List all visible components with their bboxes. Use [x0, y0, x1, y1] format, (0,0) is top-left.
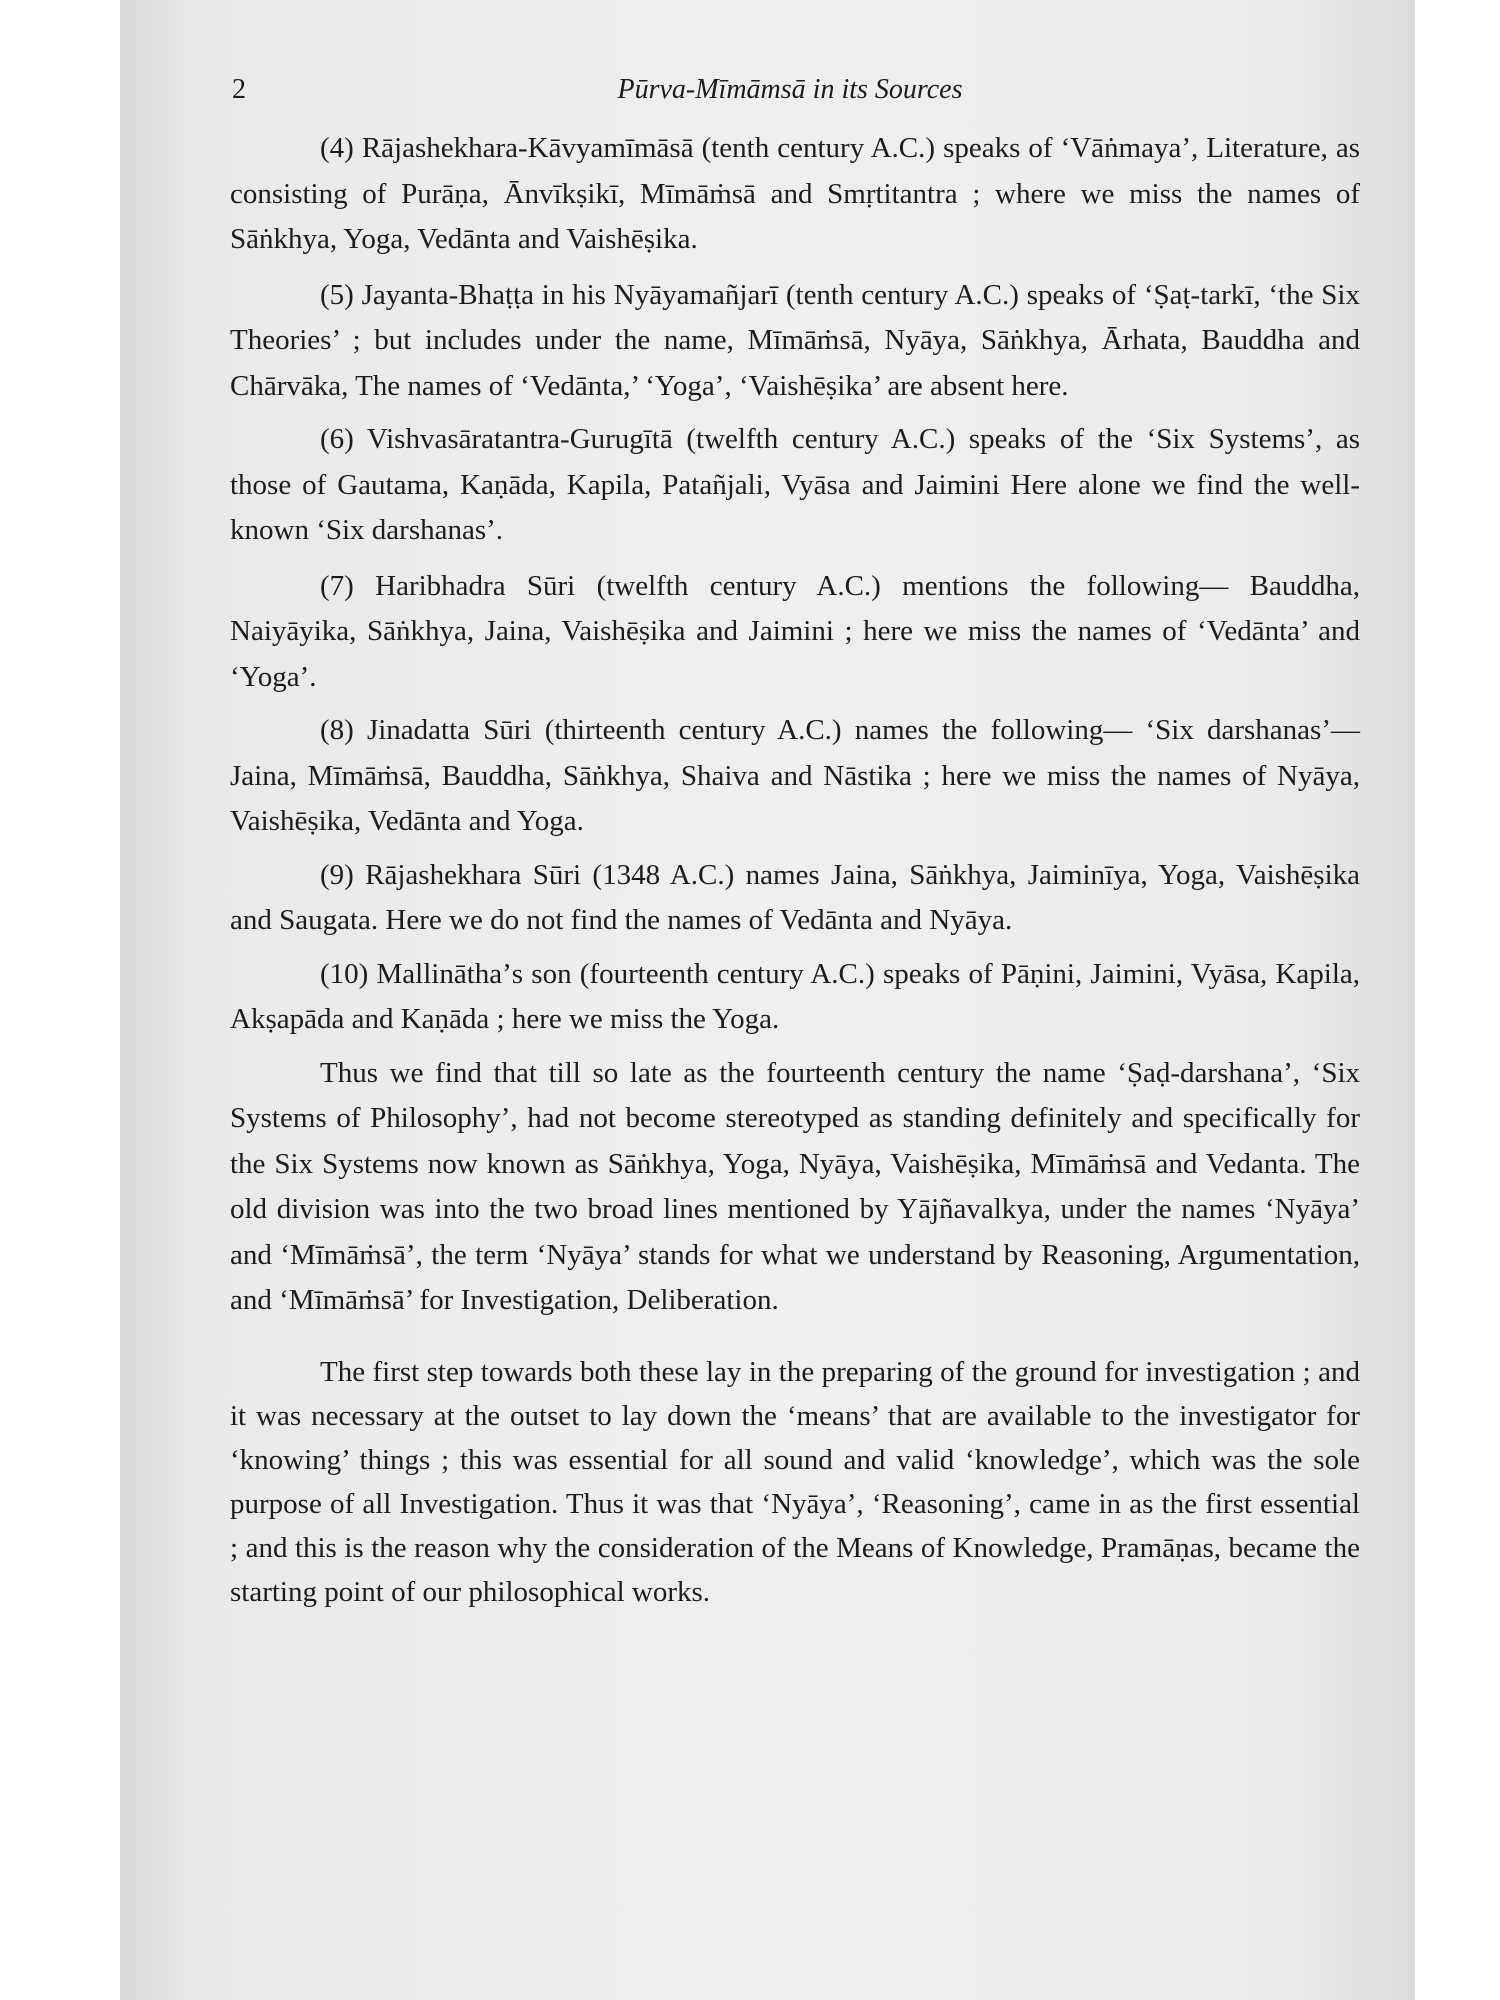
- running-title: Pūrva-Mīmāmsā in its Sources: [617, 74, 963, 105]
- paragraph-item-5: (5) Jayanta-Bhaṭṭa in his Nyāyamañjarī (tenth century A.C.) speaks of ‘Ṣaṭ-tarkī, ‘the Six Theories’ ; but includes under the name, Mīmāṁsā, Nyāya, Sāṅkhya, Ārhata, Bauddha and Chārvāka, The names of ‘Vedānta,’ ‘Yoga’, ‘Vaishēṣika’ are absent here.: [230, 278, 1360, 402]
- paragraph-item-4: (4) Rājashekhara-Kāvyamīmāsā (tenth century A.C.) speaks of ‘Vāṅmaya’, Literature, as consisting of Purāṇa, Ānvīkṣikī, Mīmāṁsā and Smṛtitantra ; where we miss the names of Sāṅkhya, Yoga, Vedānta and Vaishēṣika.: [230, 132, 1360, 255]
- page-number: 2: [232, 74, 246, 105]
- paragraph-thus-we-find: Thus we find that till so late as the fourteenth century the name ‘Ṣaḍ-darshana’, ‘Six Systems of Philosophy’, had not become stereotyped as standing definitely and specifically for the Six Systems now known as Sāṅkhya, Yoga, Nyāya, Vaishēṣika, Mīmāṁsā and Vedanta. The old division was into the two broad lines mentioned by Yājñavalkya, under the names ‘Nyāya’ and ‘Mīmāṁsā’, the term ‘Nyāya’ stands for what we understand by Reasoning, Argumentation, and ‘Mīmāṁsā’ for Investigation, Deliberation.: [230, 1056, 1360, 1316]
- paragraph-item-6: (6) Vishvasāratantra-Gurugītā (twelfth century A.C.) speaks of the ‘Six Systems’, as those of Gautama, Kaṇāda, Kapila, Patañjali, Vyāsa and Jaimini Here alone we find the well-known ‘Six darshanas’.: [230, 423, 1360, 546]
- page-content: [220, 64, 1360, 1622]
- page-header: [220, 64, 1360, 108]
- book-page: [120, 0, 1415, 2000]
- paragraph-item-8: (8) Jinadatta Sūri (thirteenth century A.C.) names the following— ‘Six darshanas’—Jaina, Mīmāṁsā, Bauddha, Sāṅkhya, Shaiva and Nāstika ; here we miss the names of Nyāya, Vaishēṣika, Vedānta and Yoga.: [230, 714, 1360, 837]
- paragraph-first-step: The first step towards both these lay in the preparing of the ground for investigation ; and it was necessary at the outset to lay down the ‘means’ that are available to the investigator for ‘knowing’ things ; this was essential for all sound and valid ‘knowledge’, which was the sole purpose of all Investigation. Thus it was that ‘Nyāya’, ‘Reasoning’, came in as the first essential ; and this is the reason why the consideration of the Means of Knowledge, Pramāṇas, became the starting point of our philosophical works.: [230, 1355, 1360, 1608]
- paragraph-item-9: (9) Rājashekhara Sūri (1348 A.C.) names Jaina, Sāṅkhya, Jaiminīya, Yoga, Vaishēṣika and Saugata. Here we do not find the names of Vedānta and Nyāya.: [230, 858, 1360, 936]
- paragraph-item-7: (7) Haribhadra Sūri (twelfth century A.C.) mentions the following— Bauddha, Naiyāyika, Sāṅkhya, Jaina, Vaishēṣika and Jaimini ; here we miss the names of ‘Vedānta’ and ‘Yoga’.: [230, 569, 1360, 693]
- paragraph-item-10: (10) Mallināthaʼs son (fourteenth century A.C.) speaks of Pāṇini, Jaimini, Vyāsa, Kapila, Akṣapāda and Kaṇāda ; here we miss the Yoga.: [230, 957, 1360, 1035]
